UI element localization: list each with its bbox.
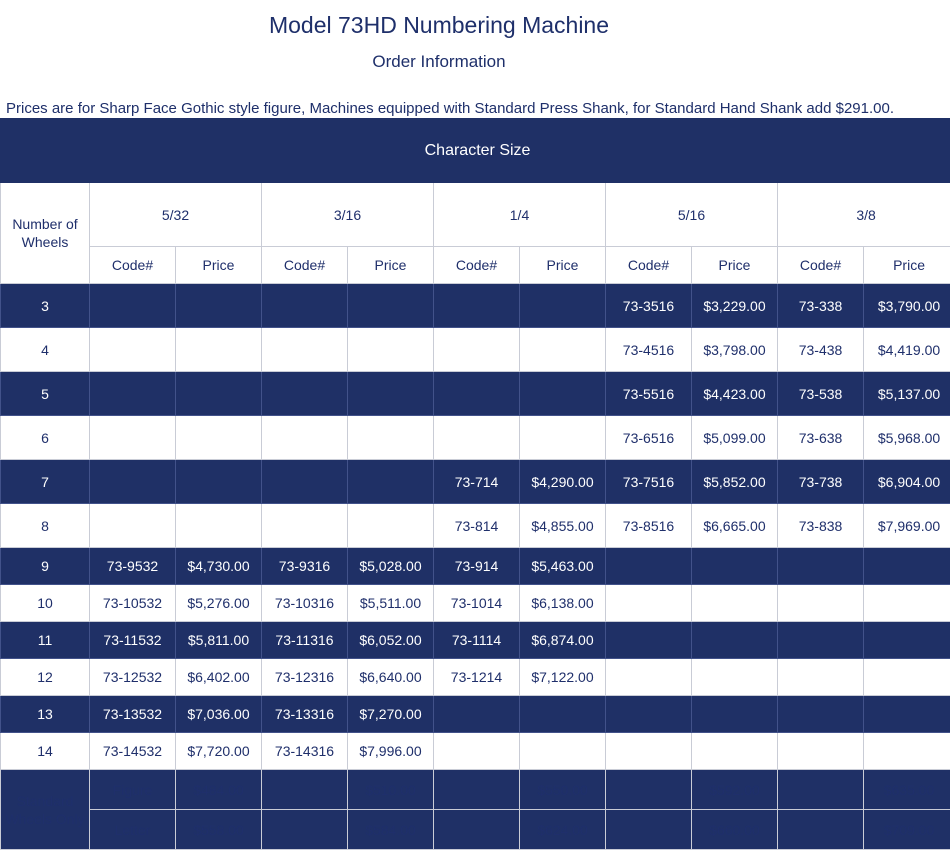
price-cell: $5,811.00 bbox=[176, 622, 262, 659]
code-cell: 73-714 bbox=[434, 460, 520, 504]
size-header: 1/4 bbox=[434, 183, 606, 247]
price-header: Price bbox=[864, 247, 950, 284]
price-cell bbox=[348, 416, 434, 460]
standard-price: $709.00 bbox=[864, 810, 950, 850]
page-subtitle: Order Information bbox=[372, 52, 506, 71]
price-cell bbox=[176, 328, 262, 372]
price-cell bbox=[348, 284, 434, 328]
code-cell bbox=[90, 416, 176, 460]
code-cell bbox=[434, 284, 520, 328]
price-cell bbox=[176, 372, 262, 416]
price-cell bbox=[520, 372, 606, 416]
code-cell: 73-3516 bbox=[606, 284, 692, 328]
code-cell bbox=[90, 284, 176, 328]
code-cell: 73-13532 bbox=[90, 696, 176, 733]
price-cell bbox=[692, 622, 778, 659]
table-row bbox=[1, 696, 950, 733]
standard-empty bbox=[778, 810, 864, 850]
price-cell: $6,138.00 bbox=[520, 585, 606, 622]
wheels-count: 5 bbox=[1, 372, 90, 416]
code-header: Code# bbox=[434, 247, 520, 284]
code-cell bbox=[434, 733, 520, 770]
price-cell: $3,790.00 bbox=[864, 284, 950, 328]
price-cell bbox=[176, 284, 262, 328]
size-header: 5/32 bbox=[90, 183, 262, 247]
wheels-count: 14 bbox=[1, 733, 90, 770]
price-cell: $4,855.00 bbox=[520, 504, 606, 548]
wheels-count: 4 bbox=[1, 328, 90, 372]
code-cell: 73-438 bbox=[778, 328, 864, 372]
price-cell bbox=[864, 622, 950, 659]
price-cell: $6,402.00 bbox=[176, 659, 262, 696]
price-cell: $7,969.00 bbox=[864, 504, 950, 548]
code-cell bbox=[262, 372, 348, 416]
price-header: Price bbox=[348, 247, 434, 284]
wheels-count: 13 bbox=[1, 696, 90, 733]
standard-price: $660.00 bbox=[692, 810, 778, 850]
code-cell: 73-8516 bbox=[606, 504, 692, 548]
size-header: 5/16 bbox=[606, 183, 778, 247]
wheels-count: 12 bbox=[1, 659, 90, 696]
standard-row-letter bbox=[1, 810, 950, 850]
price-cell bbox=[864, 733, 950, 770]
table-row bbox=[1, 372, 950, 416]
price-cell: $3,229.00 bbox=[692, 284, 778, 328]
price-cell: $6,904.00 bbox=[864, 460, 950, 504]
code-cell: 73-638 bbox=[778, 416, 864, 460]
number-of-wheels-header: Number of Wheels bbox=[1, 183, 90, 284]
code-cell: 73-838 bbox=[778, 504, 864, 548]
wheels-count: 3 bbox=[1, 284, 90, 328]
table-row bbox=[1, 585, 950, 622]
code-cell: 73-10316 bbox=[262, 585, 348, 622]
code-cell bbox=[90, 328, 176, 372]
code-cell: 73-13316 bbox=[262, 696, 348, 733]
price-cell: $5,463.00 bbox=[520, 548, 606, 585]
price-cell bbox=[692, 585, 778, 622]
price-cell bbox=[348, 328, 434, 372]
code-cell bbox=[778, 696, 864, 733]
code-cell: 73-10532 bbox=[90, 585, 176, 622]
price-cell: $7,720.00 bbox=[176, 733, 262, 770]
standard-empty bbox=[778, 770, 864, 810]
price-cell bbox=[692, 696, 778, 733]
code-cell bbox=[262, 460, 348, 504]
price-cell bbox=[864, 659, 950, 696]
code-cell: 73-6516 bbox=[606, 416, 692, 460]
code-cell: 73-14316 bbox=[262, 733, 348, 770]
price-cell bbox=[692, 733, 778, 770]
code-cell: 73-12532 bbox=[90, 659, 176, 696]
page-title: Model 73HD Numbering Machine bbox=[268, 12, 610, 38]
standard-empty bbox=[262, 770, 348, 810]
price-cell bbox=[176, 416, 262, 460]
code-cell: 73-9316 bbox=[262, 548, 348, 585]
price-cell: $5,276.00 bbox=[176, 585, 262, 622]
code-cell: 73-14532 bbox=[90, 733, 176, 770]
table-row bbox=[1, 284, 950, 328]
code-cell bbox=[262, 328, 348, 372]
code-cell bbox=[262, 504, 348, 548]
code-cell bbox=[778, 622, 864, 659]
code-header: Code# bbox=[90, 247, 176, 284]
price-cell bbox=[520, 696, 606, 733]
price-cell: $4,423.00 bbox=[692, 372, 778, 416]
price-cell: $4,730.00 bbox=[176, 548, 262, 585]
price-cell: $5,099.00 bbox=[692, 416, 778, 460]
wheels-count: 9 bbox=[1, 548, 90, 585]
code-cell bbox=[606, 733, 692, 770]
code-cell: 73-4516 bbox=[606, 328, 692, 372]
code-cell bbox=[778, 548, 864, 585]
price-cell: $4,419.00 bbox=[864, 328, 950, 372]
price-cell bbox=[176, 460, 262, 504]
standard-row-figure bbox=[1, 770, 950, 810]
standard-empty bbox=[606, 770, 692, 810]
price-cell: $7,122.00 bbox=[520, 659, 606, 696]
price-cell bbox=[864, 548, 950, 585]
code-cell bbox=[434, 328, 520, 372]
price-cell: $7,270.00 bbox=[348, 696, 434, 733]
price-cell: $5,511.00 bbox=[348, 585, 434, 622]
code-cell: 73-1114 bbox=[434, 622, 520, 659]
wheels-count: 11 bbox=[1, 622, 90, 659]
size-header: 3/16 bbox=[262, 183, 434, 247]
code-cell: 73-7516 bbox=[606, 460, 692, 504]
wheels-count: 6 bbox=[1, 416, 90, 460]
wheels-count: 8 bbox=[1, 504, 90, 548]
price-cell: $7,036.00 bbox=[176, 696, 262, 733]
standard-empty bbox=[606, 810, 692, 850]
wheels-count: 10 bbox=[1, 585, 90, 622]
standard-price: $484.00 bbox=[176, 770, 262, 810]
code-cell bbox=[434, 416, 520, 460]
character-size-header: Character Size bbox=[1, 119, 950, 183]
price-cell: $6,052.00 bbox=[348, 622, 434, 659]
standard-price: $624.00 bbox=[520, 810, 606, 850]
price-cell: $6,665.00 bbox=[692, 504, 778, 548]
price-cell bbox=[520, 284, 606, 328]
price-table bbox=[0, 118, 950, 850]
table-row bbox=[1, 504, 950, 548]
price-cell: $3,798.00 bbox=[692, 328, 778, 372]
standard-price: $584.00 bbox=[348, 810, 434, 850]
code-cell: 73-1214 bbox=[434, 659, 520, 696]
price-cell bbox=[864, 696, 950, 733]
price-header: Price bbox=[692, 247, 778, 284]
standard-wheels-header: Standard Wheels Only bbox=[1, 770, 90, 850]
table-row bbox=[1, 733, 950, 770]
price-cell bbox=[520, 416, 606, 460]
standard-type: Letter bbox=[90, 810, 176, 850]
table-row bbox=[1, 328, 950, 372]
price-cell: $5,028.00 bbox=[348, 548, 434, 585]
wheels-count: 7 bbox=[1, 460, 90, 504]
standard-empty bbox=[262, 810, 348, 850]
code-cell: 73-538 bbox=[778, 372, 864, 416]
price-cell bbox=[692, 548, 778, 585]
code-cell bbox=[434, 696, 520, 733]
code-cell bbox=[262, 416, 348, 460]
code-cell: 73-5516 bbox=[606, 372, 692, 416]
code-cell bbox=[778, 733, 864, 770]
pricing-note: Prices are for Sharp Face Gothic style figure, Machines equipped with Standard Press Shank, for Standard Hand Shank add $291.00. bbox=[6, 100, 895, 117]
code-cell bbox=[90, 460, 176, 504]
price-cell: $7,996.00 bbox=[348, 733, 434, 770]
price-cell: $5,968.00 bbox=[864, 416, 950, 460]
code-cell: 73-914 bbox=[434, 548, 520, 585]
code-header: Code# bbox=[778, 247, 864, 284]
code-header: Code# bbox=[262, 247, 348, 284]
code-cell bbox=[90, 372, 176, 416]
price-cell bbox=[864, 585, 950, 622]
code-header: Code# bbox=[606, 247, 692, 284]
price-cell: $4,290.00 bbox=[520, 460, 606, 504]
standard-empty bbox=[434, 770, 520, 810]
code-cell: 73-9532 bbox=[90, 548, 176, 585]
code-cell: 73-12316 bbox=[262, 659, 348, 696]
standard-price: $635.00 bbox=[864, 770, 950, 810]
code-cell bbox=[606, 622, 692, 659]
price-cell: $5,137.00 bbox=[864, 372, 950, 416]
price-header: Price bbox=[520, 247, 606, 284]
price-cell bbox=[348, 504, 434, 548]
code-cell bbox=[778, 659, 864, 696]
code-cell: 73-1014 bbox=[434, 585, 520, 622]
price-cell bbox=[176, 504, 262, 548]
code-cell bbox=[606, 659, 692, 696]
column-header-row bbox=[1, 247, 950, 284]
price-cell bbox=[520, 328, 606, 372]
table-row bbox=[1, 548, 950, 585]
code-cell bbox=[262, 284, 348, 328]
character-size-header-row bbox=[1, 119, 950, 183]
code-cell: 73-338 bbox=[778, 284, 864, 328]
price-cell bbox=[520, 733, 606, 770]
code-cell bbox=[606, 548, 692, 585]
price-cell bbox=[348, 372, 434, 416]
price-cell: $6,874.00 bbox=[520, 622, 606, 659]
code-cell bbox=[434, 372, 520, 416]
size-header-row bbox=[1, 183, 950, 247]
code-cell bbox=[90, 504, 176, 548]
standard-price: $510.00 bbox=[348, 770, 434, 810]
table-row bbox=[1, 460, 950, 504]
standard-price: $558.00 bbox=[176, 810, 262, 850]
code-cell bbox=[606, 696, 692, 733]
standard-type: Figure bbox=[90, 770, 176, 810]
code-cell: 73-814 bbox=[434, 504, 520, 548]
price-cell: $6,640.00 bbox=[348, 659, 434, 696]
size-header: 3/8 bbox=[778, 183, 950, 247]
price-cell bbox=[692, 659, 778, 696]
standard-price: $550.00 bbox=[520, 770, 606, 810]
price-header: Price bbox=[176, 247, 262, 284]
table-row bbox=[1, 622, 950, 659]
price-cell bbox=[348, 460, 434, 504]
standard-empty bbox=[434, 810, 520, 850]
code-cell: 73-738 bbox=[778, 460, 864, 504]
code-cell bbox=[606, 585, 692, 622]
price-cell: $5,852.00 bbox=[692, 460, 778, 504]
standard-price: $592.00 bbox=[692, 770, 778, 810]
code-cell: 73-11316 bbox=[262, 622, 348, 659]
table-row bbox=[1, 659, 950, 696]
code-cell bbox=[778, 585, 864, 622]
code-cell: 73-11532 bbox=[90, 622, 176, 659]
table-row bbox=[1, 416, 950, 460]
